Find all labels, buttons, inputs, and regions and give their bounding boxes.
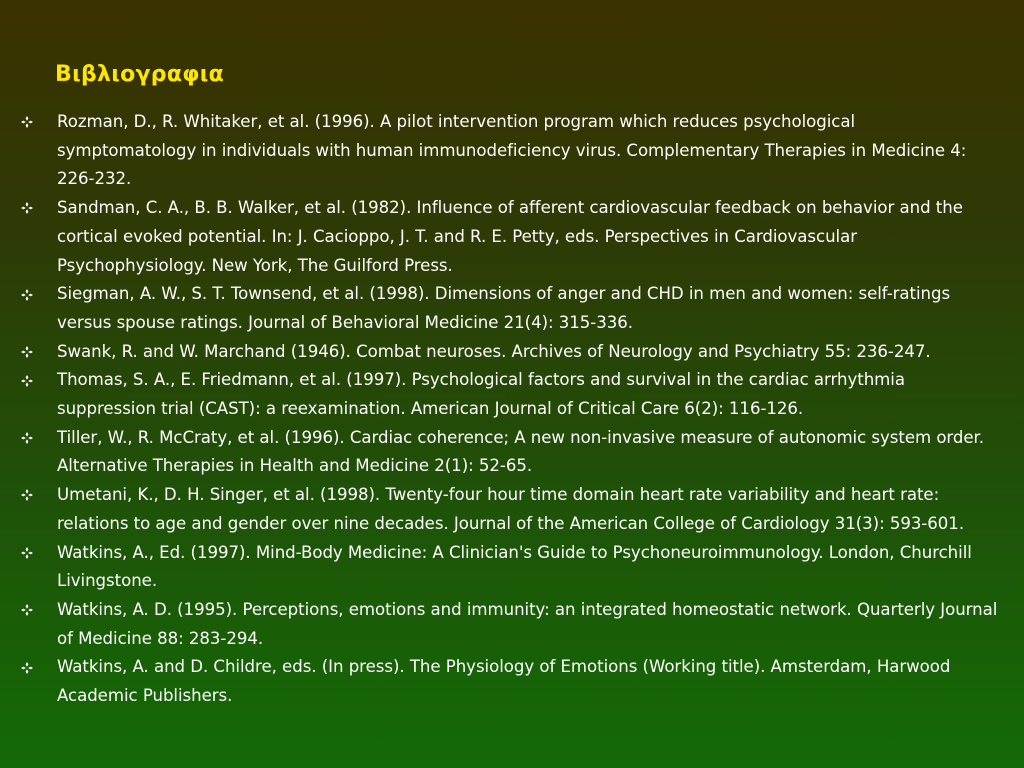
reference-text: Watkins, A. and D. Childre, eds. (In press). The Physiology of Emotions (Working title). Amsterdam, Harwood Academic Publishers. [57,657,951,706]
reference-text: Watkins, A. D. (1995). Perceptions, emotions and immunity: an integrated homeostatic network. Quarterly Journal of Medicine 88: 283-294. [57,599,998,648]
reference-item [0,194,1024,280]
reference-item [0,366,1024,423]
reference-item [0,481,1024,538]
four-diamond-bullet-icon [20,280,34,309]
reference-item [0,338,1024,367]
four-diamond-bullet-icon [20,338,34,367]
reference-text: Thomas, S. A., E. Friedmann, et al. (1997). Psychological factors and survival in the cardiac arrhythmia suppression trial (CAST): a reexamination. American Journal of Critical Care 6(2): 116-126. [57,370,905,419]
reference-text: Tiller, W., R. McCraty, et al. (1996). Cardiac coherence; A new non-invasive measure of autonomic system order. Alternative Therapies in Health and Medicine 2(1): 52-65. [57,427,985,476]
reference-text: Watkins, A., Ed. (1997). Mind-Body Medicine: A Clinician's Guide to Psychoneuroimmunology. London, Churchill Livingstone. [57,542,972,591]
reference-item [0,653,1024,710]
reference-text: Swank, R. and W. Marchand (1946). Combat neuroses. Archives of Neurology and Psychiatry 55: 236-247. [57,341,931,361]
four-diamond-bullet-icon [20,653,34,682]
slide-title: Βιβλιογραφια [55,62,225,87]
reference-text: Siegman, A. W., S. T. Townsend, et al. (1998). Dimensions of anger and CHD in men and women: self-ratings versus spouse ratings. Journal of Behavioral Medicine 21(4): 315-336. [57,284,951,332]
reference-item [0,280,1024,337]
four-diamond-bullet-icon [20,481,34,510]
four-diamond-bullet-icon [20,596,34,625]
reference-text: Sandman, C. A., B. B. Walker, et al. (1982). Influence of afferent cardiovascular feedback on behavior and the cortical evoked potential. In: J. Cacioppo, J. T. and R. E. Petty, eds. Perspectives in Cardiovascular Psychophysiology. New York, The Guilford Press. [57,198,963,275]
reference-item [0,424,1024,481]
reference-item [0,596,1024,653]
four-diamond-bullet-icon [20,424,34,453]
four-diamond-bullet-icon [20,366,34,395]
reference-text: Rozman, D., R. Whitaker, et al. (1996). A pilot intervention program which reduces psychological symptomatology in individuals with human immunodeficiency virus. Complementary Therapies in Medicine 4: 226-232. [57,112,967,189]
reference-item [0,539,1024,596]
reference-item [0,108,1024,194]
four-diamond-bullet-icon [20,194,34,223]
four-diamond-bullet-icon [20,539,34,568]
reference-list [0,108,1024,711]
four-diamond-bullet-icon [20,108,34,137]
reference-text: Umetani, K., D. H. Singer, et al. (1998). Twenty-four hour time domain heart rate variability and heart rate: relations to age and gender over nine decades. Journal of the American College of Cardiology 31(3): 593-601. [57,485,965,533]
